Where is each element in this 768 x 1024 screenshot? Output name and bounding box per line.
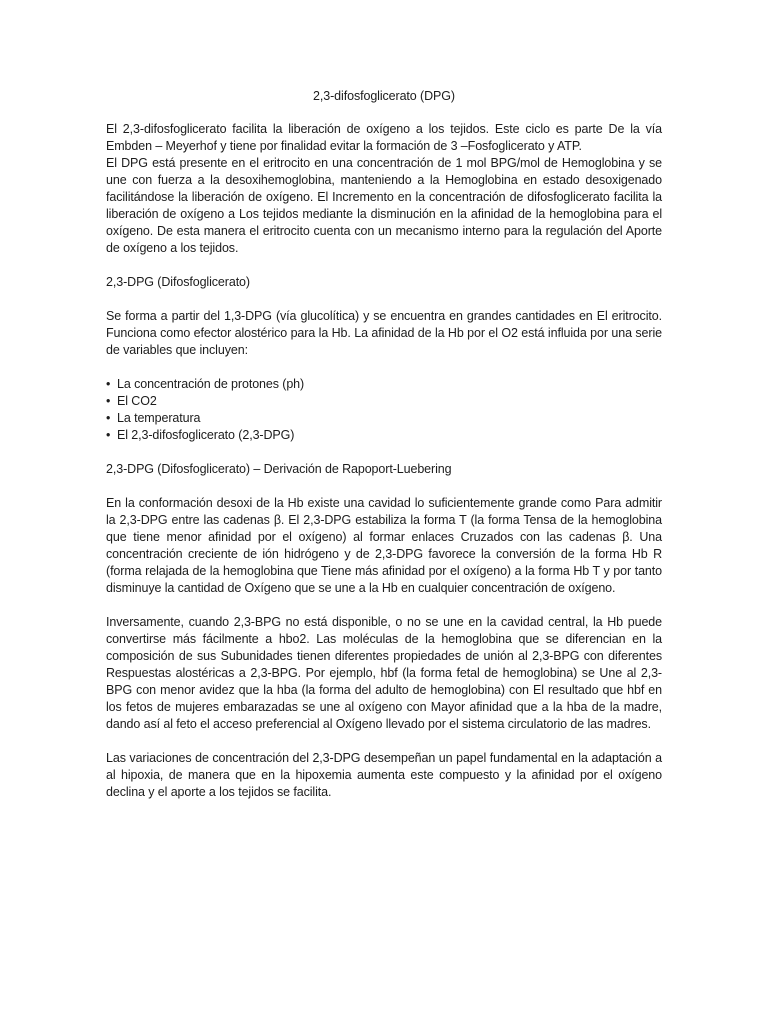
intro-paragraph-2: El DPG está presente en el eritrocito en una concentración de 1 mol BPG/mol de Hemoglobina y se une con fuerza a la desoxihemoglobina, manteniendo a la Hemoglobina en estado desoxigenado facilitándose la liberación de oxígeno. El Incremento en la concentración de difosfoglicerato facilita la liberación de oxígeno a Los tejidos mediante la disminución en la afinidad de la hemoglobina para el oxígeno. De esta manera el eritrocito cuenta con un mecanismo interno para la regulación del Aporte de oxígeno a los tejidos. <box>106 156 662 255</box>
list-item-text: El 2,3-difosfoglicerato (2,3-DPG) <box>117 428 295 442</box>
section-paragraph-formation: Se forma a partir del 1,3-DPG (vía glucolítica) y se encuentra en grandes cantidades en El eritrocito. Funciona como efector alostérico para la Hb. La afinidad de la Hb por el O2 está influida por una serie de variables que incluyen: <box>106 309 662 357</box>
bullet-icon: • <box>106 377 111 391</box>
section-paragraph-inverse: Inversamente, cuando 2,3-BPG no está disponible, o no se une en la cavidad central, la Hb puede convertirse más fácilmente a hbo2. Las moléculas de la hemoglobina que se diferencian en la composición de sus Subunidades tienen diferentes propiedades de unión al 2,3-BPG con diferentes Respuestas alostéricas a 2,3-BPG. Por ejemplo, hbf (la forma fetal de hemoglobina) se Une al 2,3-BPG con menor avidez que la hba (la forma del adulto de hemoglobina) con El resultado que hbf en los fetos de mujeres embarazadas se une al oxígeno con Mayor afinidad que a la hba de la madre, dando así al feto el acceso preferencial al Oxígeno llevado por el sistema circulatorio de las madres. <box>106 615 662 731</box>
document-content <box>106 88 662 801</box>
intro-paragraph-1: El 2,3-difosfoglicerato facilita la liberación de oxígeno a los tejidos. Este ciclo es parte De la vía Embden – Meyerhof y tiene por finalidad evitar la formación de 3 –Fosfoglicerato y ATP. <box>106 122 662 153</box>
list-item <box>106 427 662 444</box>
section-paragraph-variations: Las variaciones de concentración del 2,3-DPG desempeñan un papel fundamental en la adaptación a al hipoxia, de manera que en la hipoxemia aumenta este compuesto y la afinidad por el oxígeno declina y el aporte a los tejidos se facilita. <box>106 751 662 799</box>
list-item <box>106 376 662 393</box>
section-heading-difosfoglicerato: 2,3-DPG (Difosfoglicerato) <box>106 275 250 289</box>
list-item-text: La temperatura <box>117 411 201 425</box>
list-item-text: La concentración de protones (ph) <box>117 377 305 391</box>
bullet-icon: • <box>106 411 111 425</box>
list-item-text: El CO2 <box>117 394 157 408</box>
bullet-icon: • <box>106 394 111 408</box>
list-item <box>106 393 662 410</box>
list-item <box>106 410 662 427</box>
section-paragraph-conformation: En la conformación desoxi de la Hb existe una cavidad lo suficientemente grande como Para admitir la 2,3-DPG entre las cadenas β. El 2,3-DPG estabiliza la forma T (la forma Tensa de la hemoglobina que tiene menor afinidad por el oxígeno) al formar enlaces Cruzados con las cadenas β. Una concentración creciente de ión hidrógeno y de 2,3-DPG favorece la conversión de la forma Hb R (forma relajada de la hemoglobina que Tiene más afinidad por el oxígeno) a la forma Hb T y por tanto disminuye la cantidad de Oxígeno que se une a la Hb en cualquier concentración de oxígeno. <box>106 496 662 595</box>
section-heading-rapoport-luebering: 2,3-DPG (Difosfoglicerato) – Derivación de Rapoport-Luebering <box>106 462 452 476</box>
bullet-icon: • <box>106 428 111 442</box>
document-title: 2,3-difosfoglicerato (DPG) <box>313 89 455 103</box>
variables-list <box>106 376 662 444</box>
